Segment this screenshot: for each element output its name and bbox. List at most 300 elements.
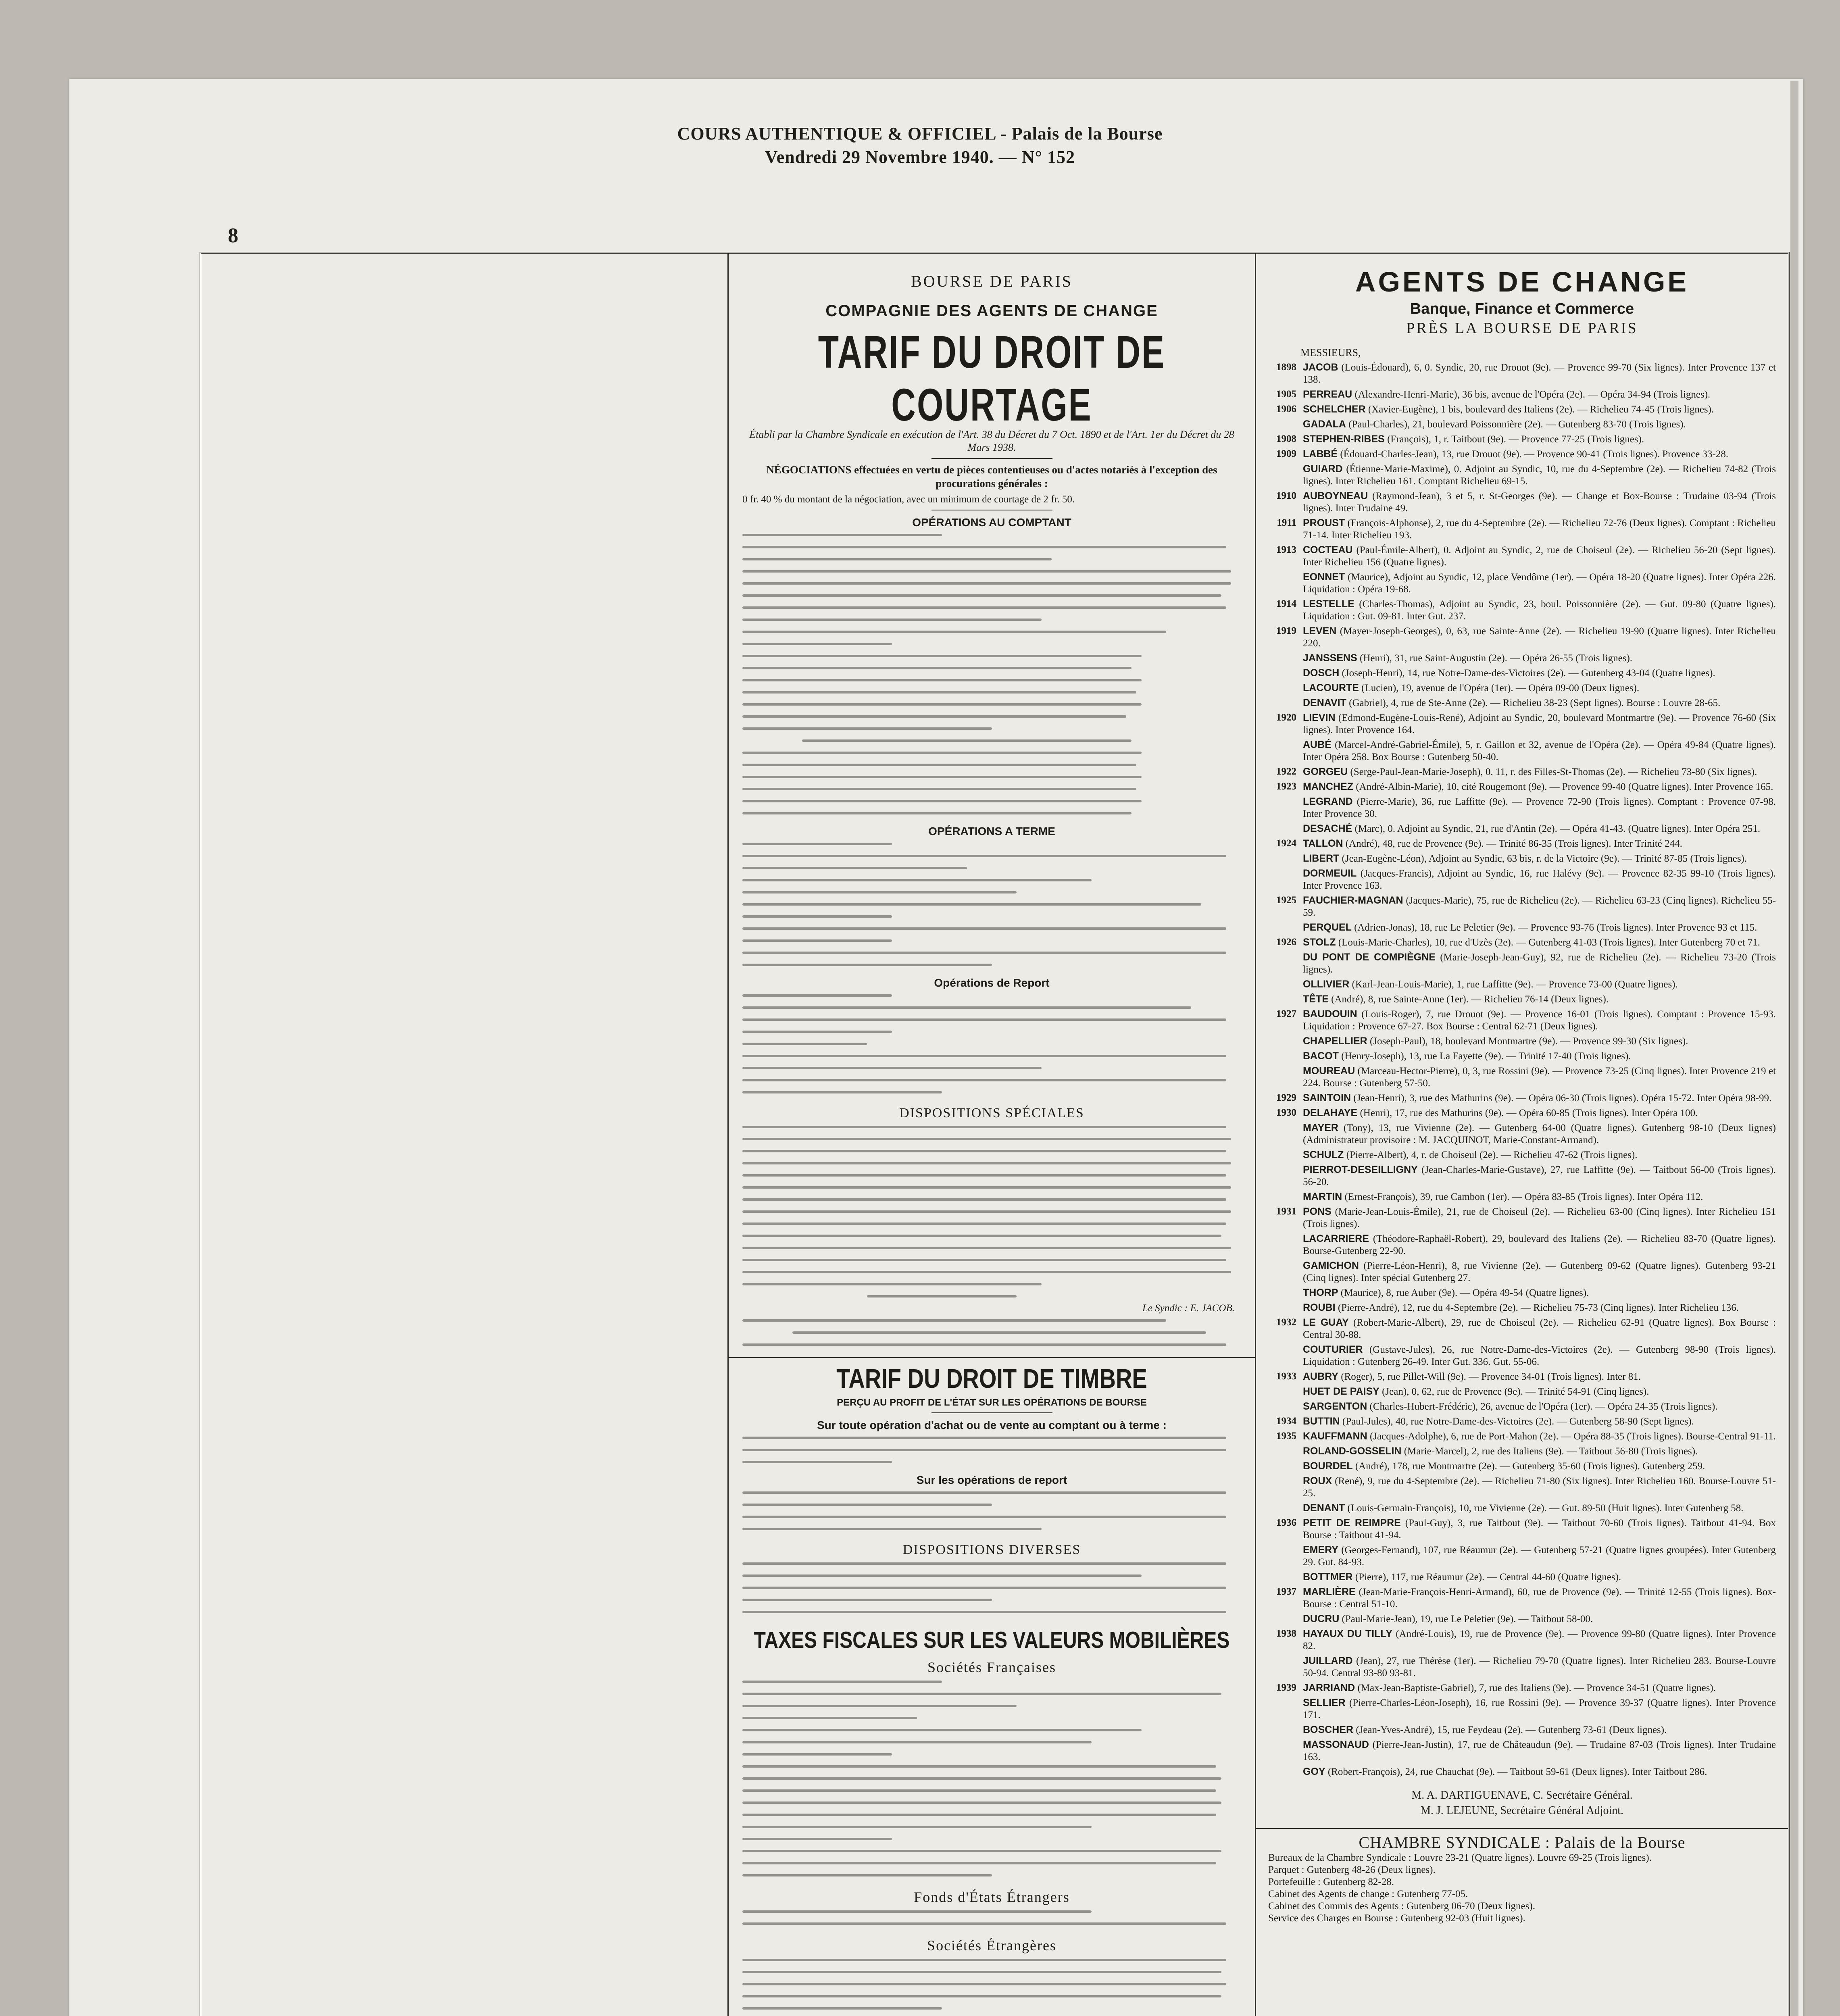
signatures xyxy=(1256,1788,1788,1818)
agent-entry xyxy=(1256,403,1788,416)
agent-entry xyxy=(1256,433,1788,446)
bourse-heading: BOURSE DE PARIS xyxy=(911,272,1073,290)
agent-details xyxy=(1303,697,1776,709)
agent-year xyxy=(1256,796,1303,820)
agent-year: 1920 xyxy=(1276,712,1296,723)
agent-entry xyxy=(1256,894,1788,919)
agent-address: (Marie-Joseph-Jean-Guy), 92, rue de Richelieu (2e). — Richelieu 73-20 (Trois lignes). xyxy=(1303,952,1776,975)
ops-comptant-lines xyxy=(729,529,1255,819)
agent-address: (Marceau-Hector-Pierre), 0, 3, rue Rossini (9e). — Provence 73-25 (Cinq lignes). Inter Provence 219 et 224. Bourse : Gutenberg 57-50. xyxy=(1303,1066,1776,1089)
chambre-syndicale-line: Bureaux de la Chambre Syndicale : Louvre 23-21 (Quatre lignes). Louvre 69-25 (Trois lignes). xyxy=(1268,1852,1652,1863)
ops-comptant-heading: OPÉRATIONS AU COMPTANT xyxy=(912,516,1071,529)
agent-year xyxy=(1256,1122,1303,1146)
agents-subtitle: Banque, Finance et Commerce xyxy=(1410,300,1634,317)
agent-name: SARGENTON xyxy=(1303,1401,1367,1412)
agent-details xyxy=(1303,1502,1776,1514)
agent-details xyxy=(1303,712,1776,736)
agent-year xyxy=(1256,1544,1303,1568)
agent-year: 1908 xyxy=(1276,433,1296,444)
agent-year: 1924 xyxy=(1276,838,1296,849)
agent-year xyxy=(1256,1502,1303,1514)
agent-address: (Louis-Marie-Charles), 10, rue d'Uzès (2e). — Gutenberg 41-03 (Trois lignes). Inter Gutenberg 70 et 71. xyxy=(1338,937,1760,948)
agent-address: (Alexandre-Henri-Marie), 36 bis, avenue de l'Opéra (2e). — Opéra 34-94 (Trois lignes). xyxy=(1354,389,1711,400)
agent-address: (Charles-Thomas), Adjoint au Syndic, 23, boul. Poissonnière (2e). — Gut. 09-80 (Quatre lignes). Liquidation : Gut. 09-81. Inter Gut. 237. xyxy=(1303,599,1776,622)
agent-address: (François-Alphonse), 2, rue du 4-Septembre (2e). — Richelieu 72-76 (Deux lignes). Comptant : Richelieu 71-14. Inter Richelieu 193. xyxy=(1303,518,1776,541)
agent-details xyxy=(1303,1191,1776,1203)
agent-details xyxy=(1303,652,1776,664)
agent-year: 1939 xyxy=(1276,1682,1296,1693)
agent-details xyxy=(1303,1415,1776,1428)
agent-details xyxy=(1303,1385,1776,1398)
agents-de-change-title: AGENTS DE CHANGE xyxy=(1355,266,1689,298)
agent-details xyxy=(1303,1460,1776,1472)
agent-entry xyxy=(1256,448,1788,460)
agent-name: CHAPELLIER xyxy=(1303,1035,1367,1047)
agent-address: (Paul-Marie-Jean), 19, rue Le Peletier (9e). — Taitbout 58-00. xyxy=(1342,1614,1593,1624)
agent-name: LE GUAY xyxy=(1303,1317,1349,1328)
agent-details xyxy=(1303,867,1776,892)
agent-entry xyxy=(1256,667,1788,679)
agent-name: DENANT xyxy=(1303,1502,1345,1514)
agent-address: (Raymond-Jean), 3 et 5, r. St-Georges (9e). — Change et Box-Bourse : Trudaine 03-94 (Trois lignes). Inter Trudaine 49. xyxy=(1303,491,1776,514)
agent-address: (Pierre-Marie), 36, rue Laffitte (9e). — Provence 72-90 (Trois lignes). Comptant : Provence 07-98. Inter Provence 30. xyxy=(1303,796,1776,819)
agent-name: MOUREAU xyxy=(1303,1065,1355,1077)
tarif-courtage-subtitle: Établi par la Chambre Syndicale en exécution de l'Art. 38 du Décret du 7 Oct. 1890 et de l'Art. 1er du Décret du 28 Mars 1938. xyxy=(749,429,1234,453)
agent-year xyxy=(1256,1233,1303,1257)
agent-address: (François), 1, r. Taitbout (9e). — Provence 77-25 (Trois lignes). xyxy=(1387,434,1644,445)
agent-details xyxy=(1303,517,1776,541)
agent-year xyxy=(1256,1050,1303,1062)
agent-year xyxy=(1256,1149,1303,1161)
dispositions-lines xyxy=(729,1121,1255,1302)
agent-address: (Serge-Paul-Jean-Marie-Joseph), 0. 11, r. des Filles-St-Thomas (2e). — Richelieu 73-80 (Six lignes). xyxy=(1350,766,1757,777)
agent-details xyxy=(1303,1233,1776,1257)
societes-francaises-lines xyxy=(729,1676,1255,1881)
agent-entry xyxy=(1256,796,1788,820)
agent-address: (Jacques-Francis), Adjoint au Syndic, 16, rue Halévy (9e). — Provence 82-35 99-10 (Trois lignes). Inter Provence 163. xyxy=(1303,868,1776,891)
agent-year xyxy=(1256,1475,1303,1500)
agent-entry xyxy=(1256,682,1788,694)
agent-address: (Georges-Fernand), 107, rue Réaumur (2e). — Gutenberg 57-21 (Quatre lignes groupées). Inter Gutenberg 29. Gut. 84-93. xyxy=(1303,1545,1776,1568)
agent-address: (Jean-Eugène-Léon), Adjoint au Syndic, 63 bis, r. de la Victoire (9e). — Trinité 87-85 (Trois lignes). xyxy=(1342,853,1747,864)
agent-address: (Xavier-Eugène), 1 bis, boulevard des Italiens (2e). — Richelieu 74-45 (Trois lignes). xyxy=(1368,404,1714,415)
agent-name: LESTELLE xyxy=(1303,598,1354,610)
agent-entry xyxy=(1256,1415,1788,1428)
negociations-detail: 0 fr. 40 % du montant de la négociation, avec un minimum de courtage de 2 fr. 50. xyxy=(742,494,1075,505)
agent-entry xyxy=(1256,1517,1788,1541)
agent-details xyxy=(1303,418,1776,431)
agent-address: (Henri), 17, rue des Mathurins (9e). — Opéra 60-85 (Trois lignes). Inter Opéra 100. xyxy=(1360,1108,1698,1118)
agent-entry xyxy=(1256,625,1788,650)
agent-details xyxy=(1303,1586,1776,1610)
agent-details xyxy=(1303,1065,1776,1089)
agent-address: (Marc), 0. Adjoint au Syndic, 21, rue d'Antin (2e). — Opéra 41-43. (Quatre lignes). Inter Opéra 251. xyxy=(1354,823,1761,834)
agent-address: (André), 48, rue de Provence (9e). — Trinité 86-35 (Trois lignes). Inter Trinité 244. xyxy=(1345,838,1682,849)
agent-year: 1923 xyxy=(1276,781,1296,792)
agent-entry xyxy=(1256,1502,1788,1514)
agent-year xyxy=(1256,682,1303,694)
agent-address: (Joseph-Henri), 14, rue Notre-Dame-des-Victoires (2e). — Gutenberg 43-04 (Quatre lignes). xyxy=(1342,668,1715,679)
agent-address: (Louis-Édouard), 6, 0. Syndic, 20, rue Drouot (9e). — Provence 99-70 (Six lignes). Inter Provence 137 et 138. xyxy=(1303,362,1776,385)
agent-details xyxy=(1303,1206,1776,1230)
agent-year xyxy=(1256,1065,1303,1089)
agent-address: (Adrien-Jonas), 18, rue Le Peletier (9e). — Provence 93-76 (Trois lignes). Inter Provence 93 et 115. xyxy=(1354,922,1757,933)
agent-entry xyxy=(1256,1343,1788,1368)
chambre-syndicale-line: Parquet : Gutenberg 48-26 (Deux lignes). xyxy=(1268,1864,1436,1875)
agent-address: (Joseph-Paul), 18, boulevard Montmartre (9e). — Provence 99-30 (Six lignes). xyxy=(1369,1036,1688,1047)
agent-year: 1930 xyxy=(1276,1107,1296,1118)
chambre-syndicale-line: Portefeuille : Gutenberg 82-28. xyxy=(1268,1876,1394,1887)
agent-name: BACOT xyxy=(1303,1050,1339,1062)
agent-entry xyxy=(1256,361,1788,386)
agent-entry xyxy=(1256,517,1788,541)
agent-address: (Jacques-Marie), 75, rue de Richelieu (2e). — Richelieu 63-23 (Cinq lignes). Richelieu 55-59. xyxy=(1303,895,1776,918)
agent-address: (Marie-Marcel), 2, rue des Italiens (9e). — Taitbout 56-80 (Trois lignes). xyxy=(1404,1446,1698,1457)
agent-name: SCHULZ xyxy=(1303,1149,1344,1160)
agent-entry xyxy=(1256,766,1788,778)
agent-details xyxy=(1303,1107,1776,1119)
agent-year xyxy=(1256,1035,1303,1048)
agent-name: FAUCHIER-MAGNAN xyxy=(1303,895,1403,906)
agent-entry xyxy=(1256,852,1788,865)
agent-details xyxy=(1303,894,1776,919)
agent-year xyxy=(1256,652,1303,664)
chambre-syndicale-line: Cabinet des Agents de change : Gutenberg 77-05. xyxy=(1268,1889,1468,1899)
agent-details xyxy=(1303,1287,1776,1299)
chambre-syndicale-line: Cabinet des Commis des Agents : Gutenberg 06-70 (Deux lignes). xyxy=(1268,1901,1535,1912)
agent-details xyxy=(1303,921,1776,934)
agent-entry xyxy=(1256,463,1788,487)
agent-details xyxy=(1303,1613,1776,1625)
agent-details xyxy=(1303,1302,1776,1314)
agent-entry xyxy=(1256,1385,1788,1398)
agent-name: GADALA xyxy=(1303,419,1346,430)
agent-name: DORMEUIL xyxy=(1303,868,1357,879)
agent-entry xyxy=(1256,739,1788,763)
agent-year: 1909 xyxy=(1276,448,1296,459)
agent-year: 1919 xyxy=(1276,625,1296,636)
agent-year xyxy=(1256,1724,1303,1736)
fonds-lines xyxy=(729,1906,1255,1930)
agent-entry xyxy=(1256,993,1788,1006)
agent-name: MARTIN xyxy=(1303,1191,1342,1202)
agent-entry xyxy=(1256,1628,1788,1652)
agent-name: AUBRY xyxy=(1303,1371,1338,1382)
agent-details xyxy=(1303,1445,1776,1458)
agent-address: (Paul-Charles), 21, boulevard Poissonnière (2e). — Gutenberg 83-70 (Trois lignes). xyxy=(1348,419,1686,430)
agent-entry xyxy=(1256,1122,1788,1146)
agent-details xyxy=(1303,571,1776,596)
agent-year xyxy=(1256,1343,1303,1368)
agent-name: JARRIAND xyxy=(1303,1682,1355,1693)
agent-name: DENAVIT xyxy=(1303,697,1346,708)
agent-address: (Pierre-Albert), 4, r. de Choiseul (2e). — Richelieu 47-62 (Trois lignes). xyxy=(1346,1150,1638,1160)
agent-entry xyxy=(1256,823,1788,835)
agent-year xyxy=(1256,1739,1303,1763)
tarif-courtage-title: TARIF DU DROIT DE COURTAGE xyxy=(818,326,1166,431)
agent-entry xyxy=(1256,921,1788,934)
agent-entry xyxy=(1256,1697,1788,1721)
agent-entry xyxy=(1256,1287,1788,1299)
agent-year xyxy=(1256,921,1303,934)
agent-name: LACARRIERE xyxy=(1303,1233,1369,1244)
agent-address: (Étienne-Marie-Maxime), 0. Adjoint au Syndic, 10, rue du 4-Septembre (2e). — Richelieu 74-82 (Trois lignes). Inter Richelieu 161. Comptant Richelieu 69-15. xyxy=(1303,464,1776,487)
agent-year: 1933 xyxy=(1276,1371,1296,1382)
agent-year xyxy=(1256,823,1303,835)
agent-year xyxy=(1256,1260,1303,1284)
agent-entry xyxy=(1256,712,1788,736)
agent-year xyxy=(1256,993,1303,1006)
page-header xyxy=(0,122,1840,169)
agent-year: 1931 xyxy=(1276,1206,1296,1217)
agent-address: (Édouard-Charles-Jean), 13, rue Drouot (9e). — Provence 90-41 (Trois lignes). Provence 33-28. xyxy=(1340,449,1729,460)
agent-details xyxy=(1303,936,1776,949)
agent-name: COCTEAU xyxy=(1303,544,1353,556)
agent-details xyxy=(1303,1517,1776,1541)
agent-year xyxy=(1256,1400,1303,1413)
agent-entry xyxy=(1256,1370,1788,1383)
agent-year xyxy=(1256,1164,1303,1188)
agent-name: LEGRAND xyxy=(1303,796,1353,807)
agent-details xyxy=(1303,1149,1776,1161)
agent-name: LIBERT xyxy=(1303,853,1340,864)
agents-list xyxy=(1256,361,1788,1778)
agent-entry xyxy=(1256,1655,1788,1679)
header-date: Vendredi 29 Novembre 1940. — N° 152 xyxy=(765,147,1075,167)
agent-year: 1937 xyxy=(1276,1586,1296,1597)
agent-name: BOTTMER xyxy=(1303,1571,1353,1583)
agent-details xyxy=(1303,1400,1776,1413)
agent-year xyxy=(1256,852,1303,865)
agent-name: TALLON xyxy=(1303,838,1343,849)
agent-details xyxy=(1303,448,1776,460)
agent-year: 1906 xyxy=(1276,404,1296,414)
agent-address: (Henry-Joseph), 13, rue La Fayette (9e). — Trinité 17-40 (Trois lignes). xyxy=(1341,1051,1631,1062)
agent-name: BOURDEL xyxy=(1303,1460,1353,1472)
agent-address: (Marcel-André-Gabriel-Émile), 5, r. Gaillon et 32, avenue de l'Opéra (2e). — Opéra 49-84 (Quatre lignes). Inter Opéra 258. Box Bourse : Gutenberg 50-40. xyxy=(1303,739,1776,762)
agent-year: 1914 xyxy=(1276,598,1296,609)
compagnie-heading: COMPAGNIE DES AGENTS DE CHANGE xyxy=(825,302,1158,320)
agent-details xyxy=(1303,1544,1776,1568)
agent-name: MARLIÈRE xyxy=(1303,1586,1356,1597)
page-edge-shadow xyxy=(1790,81,1798,2016)
agent-entry xyxy=(1256,1092,1788,1104)
agent-entry xyxy=(1256,1544,1788,1568)
agent-name: PONS xyxy=(1303,1206,1332,1217)
agent-year xyxy=(1256,867,1303,892)
agent-address: (André-Albin-Marie), 10, cité Rougemont (9e). — Provence 99-40 (Quatre lignes). Inter Provence 165. xyxy=(1356,781,1773,792)
agent-address: (Pierre), 117, rue Réaumur (2e). — Central 44-60 (Quatre lignes). xyxy=(1355,1572,1621,1583)
messieurs-label: MESSIEURS, xyxy=(1300,347,1361,358)
agent-address: (René), 9, rue du 4-Septembre (2e). — Richelieu 71-80 (Six lignes). Inter Richelieu 160. Bourse-Louvre 51-25. xyxy=(1303,1476,1776,1499)
agent-details xyxy=(1303,1050,1776,1062)
agent-entry xyxy=(1256,1206,1788,1230)
agent-year xyxy=(1256,1655,1303,1679)
agent-details xyxy=(1303,544,1776,569)
agent-details xyxy=(1303,1628,1776,1652)
diverses-lines xyxy=(729,1558,1255,1618)
agent-address: (Pierre-André), 12, rue du 4-Septembre (2e). — Richelieu 75-73 (Cinq lignes). Inter Richelieu 136. xyxy=(1338,1302,1739,1313)
agent-entry xyxy=(1256,1400,1788,1413)
agent-address: (Pierre-Jean-Justin), 17, rue de Châteaudun (9e). — Trudaine 87-03 (Trois lignes). Inter Trudaine 163. xyxy=(1303,1739,1776,1762)
ops-terme-lines xyxy=(729,838,1255,971)
agent-entry xyxy=(1256,388,1788,401)
negociations-heading: NÉGOCIATIONS effectuées en vertu de pièces contentieuses ou d'actes notariés à l'exception des procurations générales : xyxy=(766,464,1217,489)
agent-address: (Pierre-Charles-Léon-Joseph), 16, rue Rossini (9e). — Provence 39-37 (Quatre lignes). Inter Provence 171. xyxy=(1303,1697,1776,1720)
column-right xyxy=(1256,254,1788,2016)
content-frame xyxy=(200,252,1790,2016)
agent-name: PERREAU xyxy=(1303,389,1352,400)
agent-name: PERQUEL xyxy=(1303,922,1352,933)
agent-year xyxy=(1256,418,1303,431)
agent-entry xyxy=(1256,1035,1788,1048)
agent-address: (Roger), 5, rue Pillet-Will (9e). — Provence 34-01 (Trois lignes). Inter 81. xyxy=(1341,1371,1641,1382)
taxes-fiscales-title: TAXES FISCALES SUR LES VALEURS MOBILIÈRES xyxy=(754,1627,1230,1654)
agent-year: 1932 xyxy=(1276,1317,1296,1328)
agent-address: (Louis-Germain-François), 10, rue Vivienne (2e). — Gut. 89-50 (Huit lignes). Inter Gutenberg 58. xyxy=(1347,1503,1744,1514)
chambre-syndicale-list xyxy=(1256,1852,1788,1924)
agent-details xyxy=(1303,1164,1776,1188)
agent-year: 1913 xyxy=(1276,544,1296,555)
agent-address: (Gabriel), 4, rue de Ste-Anne (2e). — Richelieu 38-23 (Sept lignes). Bourse : Louvre 28-65. xyxy=(1349,698,1721,708)
agent-address: (Maurice), Adjoint au Syndic, 12, place Vendôme (1er). — Opéra 18-20 (Quatre lignes). Inter Opéra 226. Liquidation : Opéra 19-68. xyxy=(1303,572,1776,595)
agent-details xyxy=(1303,388,1776,401)
agent-entry xyxy=(1256,1008,1788,1033)
chambre-syndicale-line: Service des Charges en Bourse : Gutenberg 92-03 (Huit lignes). xyxy=(1268,1913,1525,1924)
agent-entry xyxy=(1256,1613,1788,1625)
column-center xyxy=(729,254,1256,2016)
agent-year xyxy=(1256,1613,1303,1625)
agent-address: (Jean), 27, rue Thérèse (1er). — Richelieu 79-70 (Quatre lignes). Inter Richelieu 283. Bourse-Louvre 50-94. Central 93-80 93-81. xyxy=(1303,1656,1776,1679)
agent-year: 1911 xyxy=(1277,517,1296,528)
agent-entry xyxy=(1256,867,1788,892)
agent-address: (Théodore-Raphaël-Robert), 29, boulevard des Italiens (2e). — Richelieu 83-70 (Quatre lignes). Bourse-Gutenberg 22-90. xyxy=(1303,1233,1776,1256)
agent-details xyxy=(1303,1724,1776,1736)
agent-address: (André), 8, rue Sainte-Anne (1er). — Richelieu 76-14 (Deux lignes). xyxy=(1331,994,1609,1005)
agent-name: GORGEU xyxy=(1303,766,1348,777)
agent-name: STOLZ xyxy=(1303,937,1336,948)
agent-entry xyxy=(1256,1302,1788,1314)
agent-details xyxy=(1303,766,1776,778)
societes-francaises-heading: Sociétés Françaises xyxy=(927,1659,1056,1675)
dispositions-heading: DISPOSITIONS SPÉCIALES xyxy=(899,1106,1084,1120)
agent-details xyxy=(1303,1697,1776,1721)
agent-entry xyxy=(1256,951,1788,976)
agent-address: (Maurice), 8, rue Auber (9e). — Opéra 49-54 (Quatre lignes). xyxy=(1340,1287,1589,1298)
agent-entry xyxy=(1256,1050,1788,1062)
agent-name: KAUFFMANN xyxy=(1303,1431,1367,1442)
agent-details xyxy=(1303,625,1776,650)
agent-details xyxy=(1303,796,1776,820)
secretary-general-adjoint: M. J. LEJEUNE, Secrétaire Général Adjoint. xyxy=(1420,1804,1624,1817)
agent-address: (Karl-Jean-Louis-Marie), 1, rue Laffitte (9e). — Provence 73-00 (Quatre lignes). xyxy=(1352,979,1678,990)
agent-entry xyxy=(1256,1065,1788,1089)
agent-address: (Pierre-Léon-Henri), 8, rue Vivienne (2e). — Gutenberg 09-62 (Quatre lignes). Gutenberg 93-21 (Cinq lignes). Inter spécial Gutenberg 27. xyxy=(1303,1260,1776,1283)
agent-name: LACOURTE xyxy=(1303,682,1359,694)
tarif-timbre-title: TARIF DU DROIT DE TIMBRE xyxy=(836,1363,1147,1394)
agent-name: BUTTIN xyxy=(1303,1416,1340,1427)
agent-name: MAYER xyxy=(1303,1122,1338,1133)
agent-year xyxy=(1256,951,1303,976)
agent-details xyxy=(1303,1122,1776,1146)
agent-address: (Lucien), 19, avenue de l'Opéra (1er). — Opéra 09-00 (Deux lignes). xyxy=(1361,683,1640,694)
agent-year: 1936 xyxy=(1276,1517,1296,1528)
agent-year: 1935 xyxy=(1276,1431,1296,1441)
agent-entry xyxy=(1256,1724,1788,1736)
agents-subtitle-2: PRÈS LA BOURSE DE PARIS xyxy=(1406,320,1638,337)
agent-address: (Jean-Henri), 3, rue des Mathurins (9e). — Opéra 06-30 (Trois lignes). Opéra 15-72. Inter Opéra 98-99. xyxy=(1353,1093,1772,1104)
agent-name: BAUDOUIN xyxy=(1303,1008,1357,1020)
agent-name: MASSONAUD xyxy=(1303,1739,1369,1750)
agent-year xyxy=(1256,1766,1303,1778)
tarif-timbre-subtitle: PERÇU AU PROFIT DE L'ÉTAT SUR LES OPÉRATIONS DE BOURSE xyxy=(837,1397,1147,1408)
exception-lines xyxy=(729,1314,1255,1351)
page-number: 8 xyxy=(228,224,238,247)
agent-address: (Paul-Guy), 3, rue Taitbout (9e). — Taitbout 70-60 (Trois lignes). Taitbout 41-94. Box Bourse : Taitbout 41-94. xyxy=(1303,1518,1776,1541)
agent-address: (André-Louis), 19, rue de Provence (9e). — Provence 99-80 (Quatre lignes). Inter Provence 82. xyxy=(1303,1629,1776,1652)
fonds-etats-heading: Fonds d'États Étrangers xyxy=(914,1889,1070,1905)
agent-address: (Mayer-Joseph-Georges), 0, 63, rue Sainte-Anne (2e). — Richelieu 19-90 (Quatre lignes). Inter Richelieu 220. xyxy=(1303,626,1776,649)
agent-entry xyxy=(1256,1766,1788,1778)
agent-details xyxy=(1303,1035,1776,1048)
agent-year: 1938 xyxy=(1276,1628,1296,1639)
agent-name: JUILLARD xyxy=(1303,1655,1353,1666)
agent-entry xyxy=(1256,1316,1788,1341)
agent-year xyxy=(1256,571,1303,596)
agent-year: 1905 xyxy=(1276,389,1296,400)
agent-details xyxy=(1303,1092,1776,1104)
agent-year: 1922 xyxy=(1276,766,1296,777)
secretary-general: M. A. DARTIGUENAVE, C. Secrétaire Général. xyxy=(1411,1789,1633,1801)
ops-report-heading: Opérations de Report xyxy=(934,977,1050,989)
agent-name: GOY xyxy=(1303,1766,1325,1777)
agent-details xyxy=(1303,682,1776,694)
header-title: COURS AUTHENTIQUE & OFFICIEL - Palais de la Bourse xyxy=(677,124,1163,144)
agent-year xyxy=(1256,1302,1303,1314)
agent-details xyxy=(1303,852,1776,865)
agent-name: PROUST xyxy=(1303,517,1345,529)
agent-details xyxy=(1303,490,1776,514)
agent-address: (Paul-Émile-Albert), 0. Adjoint au Syndic, 2, rue de Choiseul (2e). — Richelieu 56-20 (Sept lignes). Inter Richelieu 156 (Quatre lignes). xyxy=(1303,545,1776,568)
agent-name: AUBOYNEAU xyxy=(1303,490,1368,502)
agent-year xyxy=(1256,1571,1303,1583)
agent-address: (Robert-François), 24, rue Chauchat (9e). — Taitbout 59-61 (Deux lignes). Inter Taitbout 286. xyxy=(1327,1766,1707,1777)
societes-etrangeres-lines xyxy=(729,1954,1255,2016)
timbre-operation-heading: Sur toute opération d'achat ou de vente au comptant ou à terme : xyxy=(817,1419,1167,1431)
agent-name: GAMICHON xyxy=(1303,1260,1359,1271)
agent-details xyxy=(1303,463,1776,487)
agent-year xyxy=(1256,1445,1303,1458)
agent-year: 1926 xyxy=(1276,937,1296,948)
agent-year xyxy=(1256,1385,1303,1398)
agent-name: DOSCH xyxy=(1303,667,1340,679)
agent-name: ROLAND-GOSSELIN xyxy=(1303,1445,1402,1457)
agent-entry xyxy=(1256,1233,1788,1257)
syndic-signature: Le Syndic : E. JACOB. xyxy=(1142,1303,1235,1314)
agent-year: 1929 xyxy=(1276,1092,1296,1103)
agent-details xyxy=(1303,781,1776,793)
agent-name: DELAHAYE xyxy=(1303,1107,1358,1118)
agent-address: (Jean-Marie-François-Henri-Armand), 60, rue de Provence (9e). — Trinité 12-55 (Trois lignes). Box-Bourse : Central 51-10. xyxy=(1303,1587,1776,1610)
timbre-lines-2 xyxy=(729,1487,1255,1535)
agent-name: JANSSENS xyxy=(1303,652,1357,664)
agent-details xyxy=(1303,1260,1776,1284)
agent-entry xyxy=(1256,418,1788,431)
agent-details xyxy=(1303,403,1776,416)
agent-address: (Jean-Charles-Marie-Gustave), 27, rue Laffitte (9e). — Taitbout 56-00 (Trois lignes). 56-20. xyxy=(1303,1164,1776,1187)
agent-name: JACOB xyxy=(1303,362,1338,373)
agent-entry xyxy=(1256,781,1788,793)
